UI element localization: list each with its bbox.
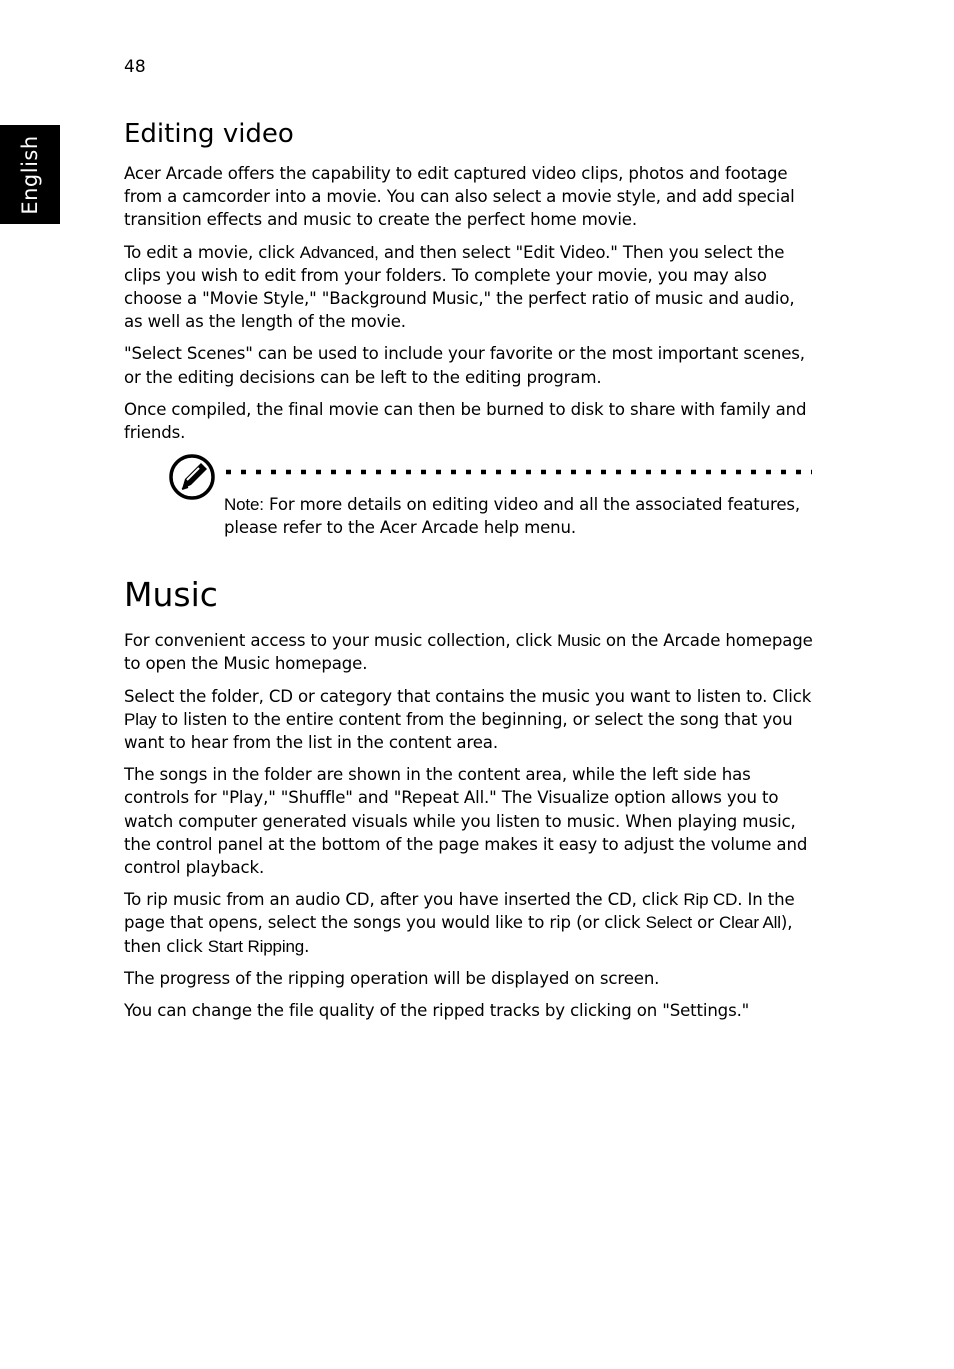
paragraph: "Select Scenes" can be used to include your favorite or the most important scenes, or the editing decisions can be left to the editing program.	[124, 344, 805, 387]
paragraph: The progress of the ripping operation will be displayed on screen.	[124, 968, 660, 988]
section-heading-editing-video: Editing video	[124, 119, 294, 149]
text-run: ), then click	[124, 913, 793, 956]
text-run: For convenient access to your music collection, click	[124, 631, 558, 651]
text-run: Select the folder, CD or category that contains the music you want to listen to. Click	[124, 686, 812, 706]
language-tab	[0, 125, 60, 224]
text-run: . In the page that opens, select the songs you would like to rip (or click	[124, 890, 795, 933]
paragraph	[124, 888, 814, 958]
paragraph: You can change the file quality of the ripped tracks by clicking on "Settings."	[124, 1001, 750, 1021]
paragraph	[124, 241, 814, 334]
note-pen-icon	[168, 453, 216, 501]
text-run: .	[304, 936, 310, 956]
paragraph	[124, 629, 814, 675]
section-heading-music: Music	[124, 575, 218, 615]
paragraph: Acer Arcade offers the capability to edit captured video clips, photos and footage from a camcorder into a movie. You can also select a movie style, and add special transition effects and music to create the perfect home movie.	[124, 164, 795, 230]
text-run: and then select "Edit Video." Then you select the clips you wish to edit from your folders. To complete your movie, you may also choose a "Movie Style," "Background Music," the perfect ratio of music and audio, as well as the length of the movie.	[124, 242, 795, 332]
text-run: To edit a movie, click	[124, 242, 300, 262]
note-text	[224, 493, 814, 539]
paragraph: The songs in the folder are shown in the content area, while the left side has controls for "Play," "Shuffle" and "Repeat All." The Visualize option allows you to watch computer generated visuals while you listen to music. When playing music, the control panel at the bottom of the page makes it easy to adjust the volume and control playback.	[124, 765, 808, 878]
note-label: Note:	[224, 495, 264, 515]
text-run: to listen to the entire content from the beginning, or select the song that you want to hear from the list in the content area.	[124, 709, 793, 753]
paragraph	[124, 685, 814, 755]
note-box	[124, 453, 814, 543]
ui-term-clear-all: Clear All	[718, 913, 781, 933]
text-run: on the Arcade homepage to open the Music homepage.	[124, 631, 813, 674]
paragraph: Once compiled, the final movie can then be burned to disk to share with family and friends.	[124, 399, 807, 443]
page-content	[124, 115, 814, 1031]
ui-term-play: Play	[124, 709, 157, 729]
ui-term-advanced: Advanced,	[299, 242, 379, 262]
ui-term-start-ripping: Start Ripping	[207, 936, 305, 956]
ui-term-rip-cd: Rip CD	[683, 890, 738, 910]
note-dotted-rule	[224, 469, 814, 475]
page-number: 48	[124, 57, 146, 77]
ui-term-select: Select	[645, 913, 693, 933]
text-run: or	[692, 913, 719, 933]
language-tab-label: English	[18, 135, 42, 215]
ui-term-music: Music	[557, 631, 601, 651]
text-run: For more details on editing video and all the associated features, please refer to the Acer Arcade help menu.	[224, 495, 801, 538]
text-run: To rip music from an audio CD, after you have inserted the CD, click	[124, 890, 684, 910]
